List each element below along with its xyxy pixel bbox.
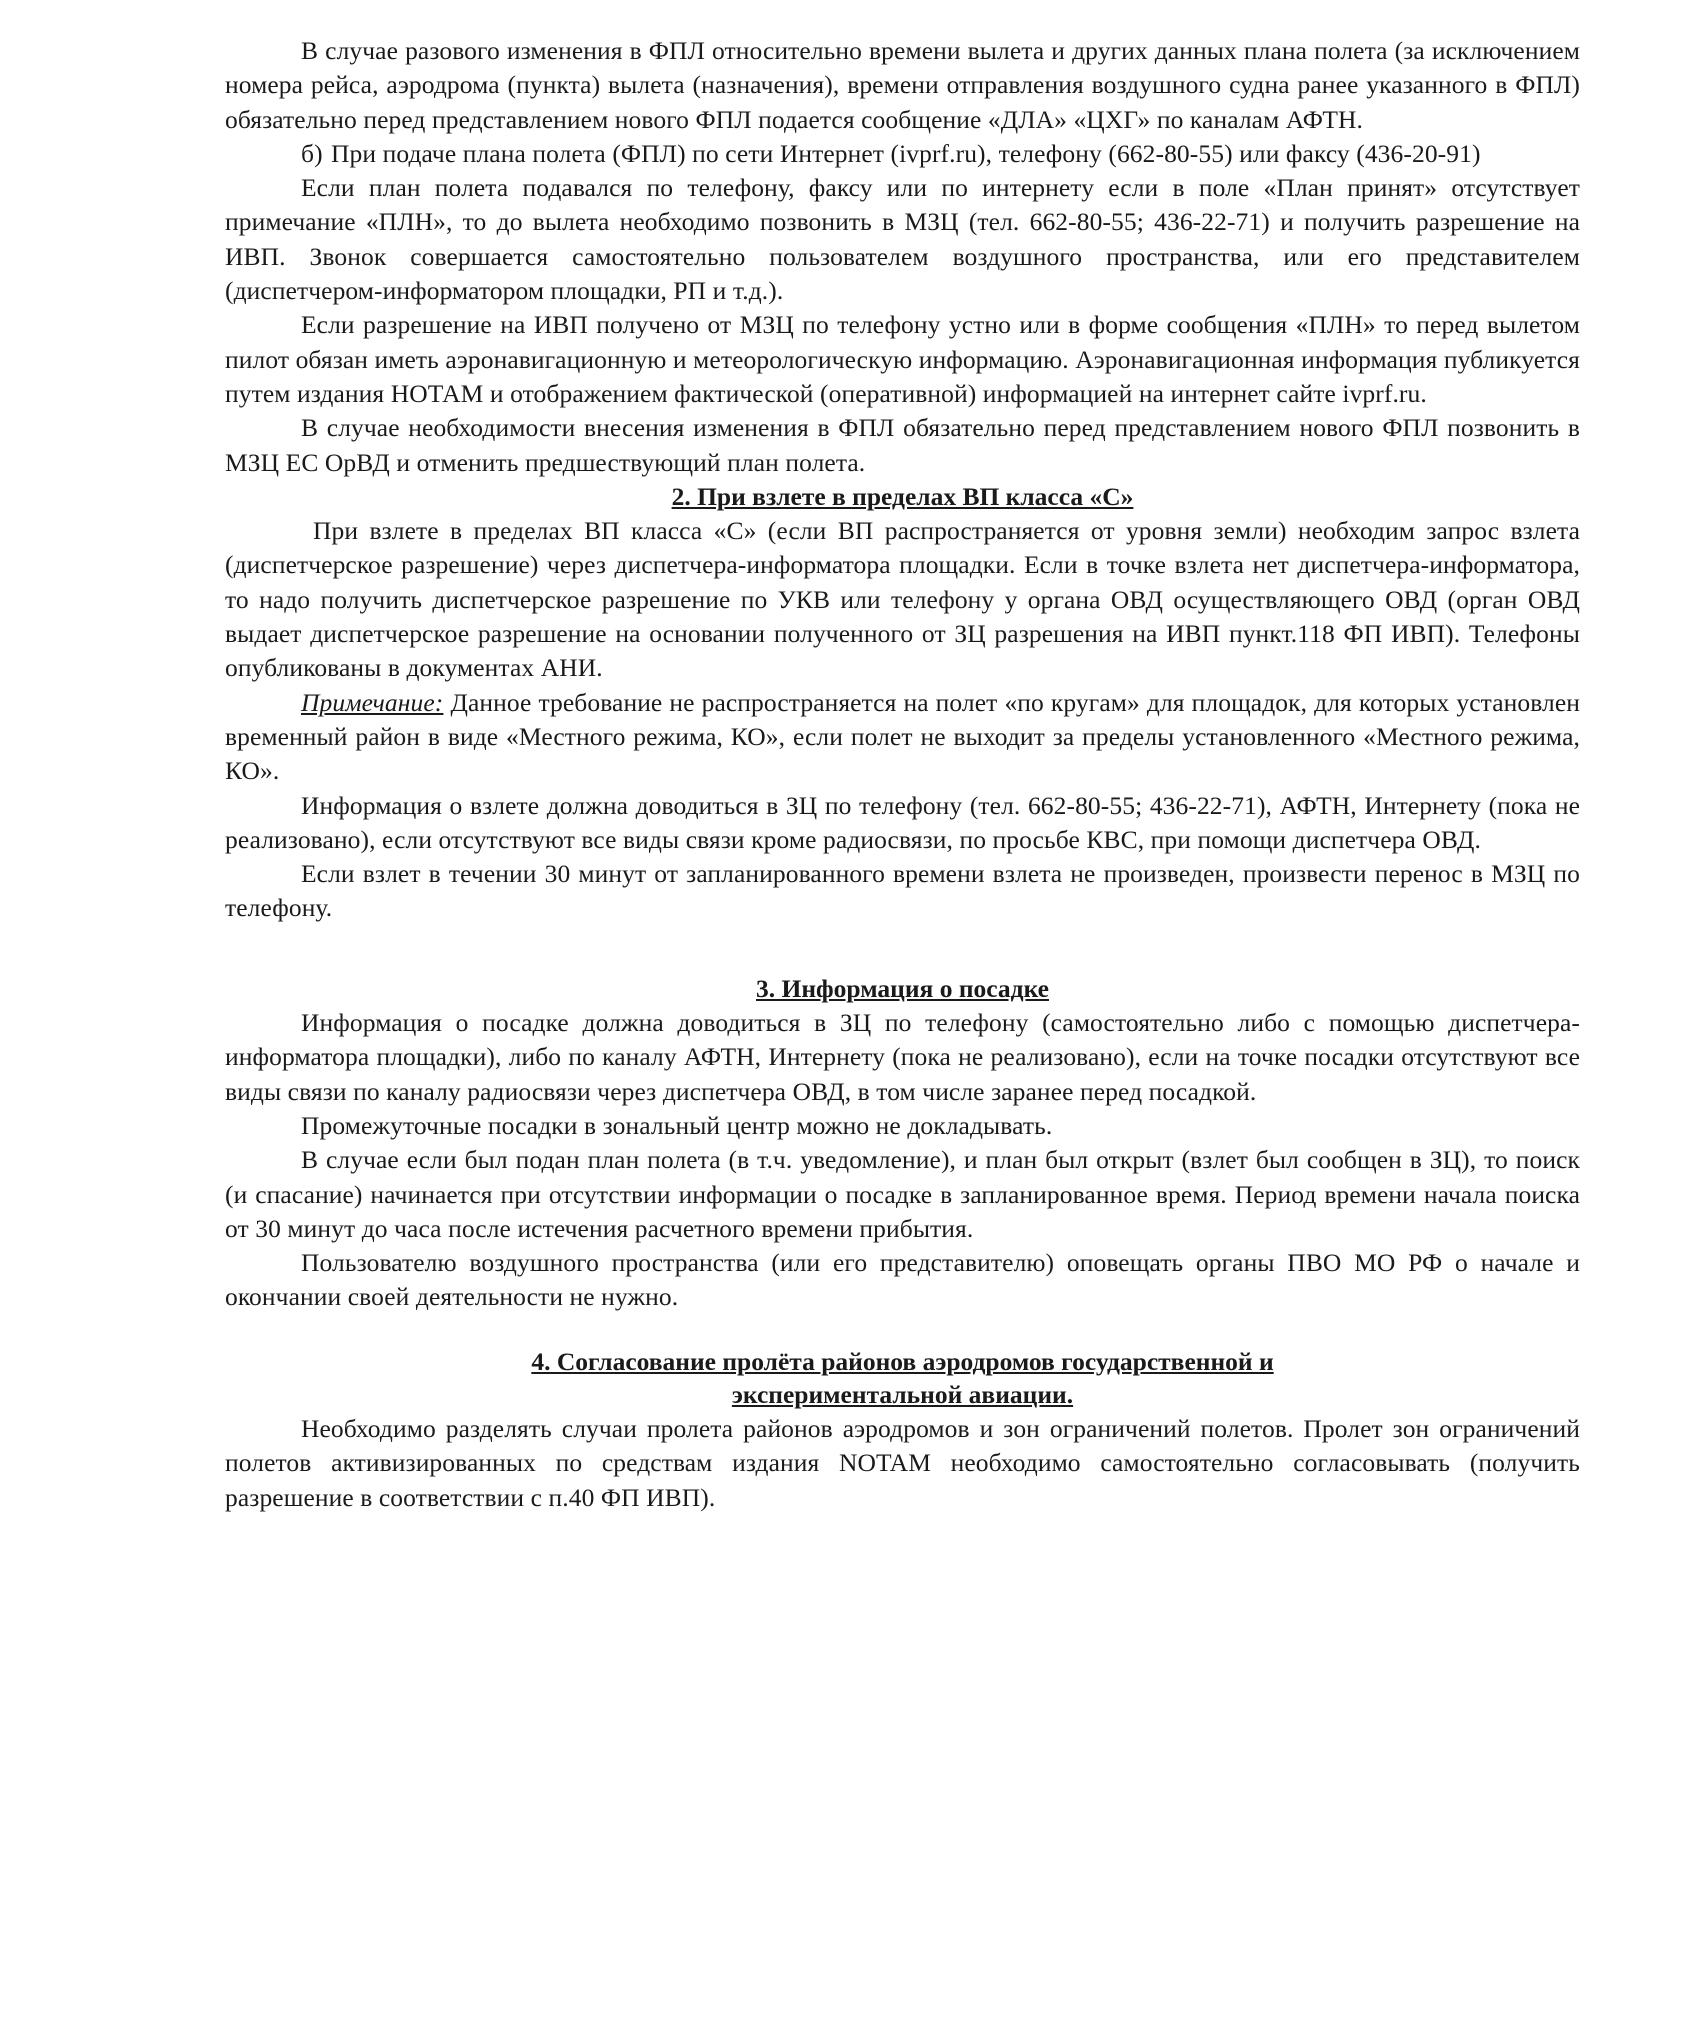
section-4-heading-line-2: экспериментальной авиации. [731, 1380, 1074, 1410]
section-spacer-2 [225, 1315, 1580, 1345]
section-spacer-1 [225, 926, 1580, 972]
section-3-paragraph-2: Промежуточные посадки в зональный центр можно не докладывать. [301, 1110, 1053, 1140]
paragraph-lettered-b [225, 137, 1580, 171]
section-2-paragraph-4: Если взлет в течении 30 минут от запланированного времени взлета не произведен, произвести перенос в МЗЦ по телефону. [225, 859, 1580, 923]
document-body [225, 34, 1580, 1515]
section-3-paragraph-4: Пользователю воздушного пространства (или его представителю) оповещать органы ПВО МО РФ о начале и окончании своей деятельности не нужно. [225, 1248, 1580, 1312]
paragraph-ivp-permission: Если разрешение на ИВП получено от МЗЦ по телефону устно или в форме сообщения «ПЛН» то перед вылетом пилот обязан иметь аэронавигационную и метеорологическую информацию. Аэронавигационная информация публикуется путем издания НОТАМ и отображением фактической (оперативной) информацией на интернет сайте ivprf.ru. [225, 310, 1580, 408]
section-2-note-text: Данное требование не распространяется на полет «по кругам» для площадок, для которых установлен временный район в виде «Местного режима, КО», если полет не выходит за пределы установленного «Местного режима, КО». [225, 687, 1580, 786]
section-3-paragraph-1: Информация о посадке должна доводиться в ЗЦ по телефону (самостоятельно либо с помощью диспетчера-информатора площадки), либо по каналу АФТН, Интернету (пока не реализовано), если на точке посадки отсутствуют все виды связи по каналу радиосвязи через диспетчера ОВД, в том числе заранее перед посадкой. [225, 1008, 1580, 1106]
section-4-heading-line-1: 4. Согласование пролёта районов аэродромов государственной и [531, 1346, 1274, 1376]
list-marker-label: б) [301, 138, 323, 168]
section-4-paragraph-1: Необходимо разделять случаи пролета районов аэродромов и зон ограничений полетов. Пролет зон ограничений полетов активизированных по средствам издания NOTAM необходимо самостоятельно согласовывать (получить разрешение в соответствии с п.40 ФП ИВП). [225, 1414, 1580, 1512]
paragraph-plan-submission: Если план полета подавался по телефону, факсу или по интернету если в поле «План принят» отсутствует примечание «ПЛН», то до вылета необходимо позвонить в МЗЦ (тел. 662-80-55; 436-22-71) и получить разрешение на ИВП. Звонок совершается самостоятельно пользователем воздушного пространства, или его представителем (диспетчером-информатором площадки, РП и т.д.). [225, 173, 1580, 306]
paragraph-fpl-change: В случае разового изменения в ФПЛ относительно времени вылета и других данных плана полета (за исключением номера рейса, аэродрома (пункта) вылета (назначения), времени отправления воздушного судна ранее указанного в ФПЛ) обязательно перед представлением нового ФПЛ подается сообщение «ДЛА» «ЦХГ» по каналам АФТН. [225, 36, 1580, 134]
paragraph-fpl-amendment: В случае необходимости внесения изменения в ФПЛ обязательно перед представлением нового ФПЛ позвонить в МЗЦ ЕС ОрВД и отменить предшествующий план полета. [225, 413, 1580, 477]
paragraph-lettered-b-text: При подаче плана полета (ФПЛ) по сети Интернет (ivprf.ru), телефону (662-80-55) или факсу (436-20-91) [331, 138, 1481, 168]
note-label: Примечание: [301, 687, 444, 717]
section-2-note [225, 686, 1580, 789]
list-marker-b [225, 137, 331, 171]
section-2-paragraph-3: Информация о взлете должна доводиться в ЗЦ по телефону (тел. 662-80-55; 436-22-71), АФТН, Интернету (пока не реализовано), если отсутствуют все виды связи кроме радиосвязи, по просьбе КВС, при помощи диспетчера ОВД. [225, 790, 1580, 854]
section-2-paragraph-1: При взлете в пределах ВП класса «С» (если ВП распространяется от уровня земли) необходим запрос взлета (диспетчерское разрешение) через диспетчера-информатора площадки. Если в точке взлета нет диспетчера-информатора, то надо получить диспетчерское разрешение по УКВ или телефону у органа ОВД осуществляющего ОВД (орган ОВД выдает диспетчерское разрешение на основании полученного от ЗЦ разрешения на ИВП пункт.118 ФП ИВП). Телефоны опубликованы в документах АНИ. [225, 516, 1580, 683]
section-3-heading: 3. Информация о посадке [756, 973, 1049, 1003]
section-4-heading [225, 1345, 1580, 1412]
section-3-paragraph-3: В случае если был подан план полета (в т.ч. уведомление), и план был открыт (взлет был сообщен в ЗЦ), то поиск (и спасание) начинается при отсутствии информации о посадке в запланированное время. Период времени начала поиска от 30 минут до часа после истечения расчетного времени прибытия. [225, 1145, 1580, 1243]
section-2-heading: 2. При взлете в пределах ВП класса «С» [671, 481, 1134, 511]
